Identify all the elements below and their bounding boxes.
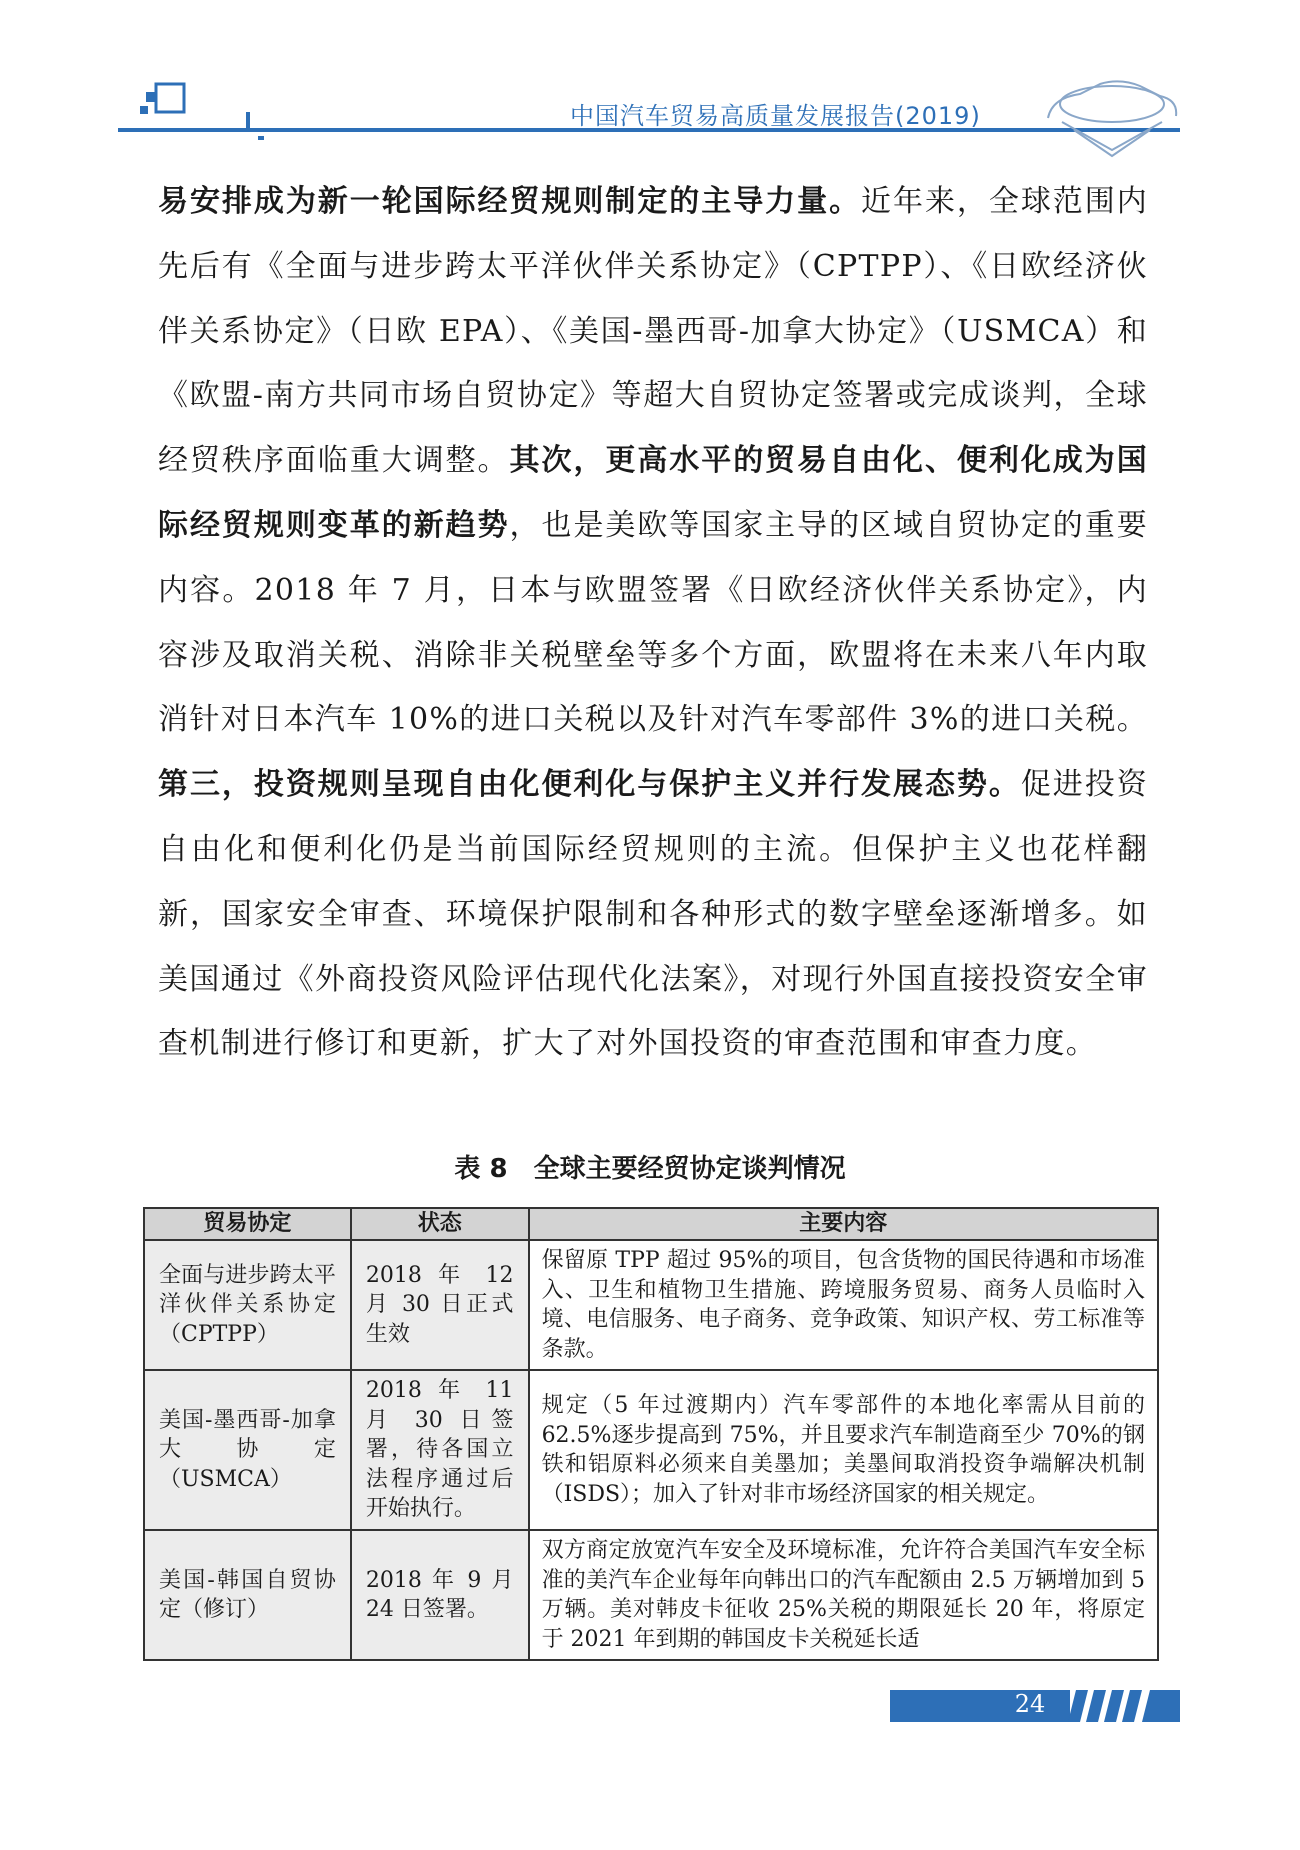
- bold-lead-1: 易安排成为新一轮国际经贸规则制定的主导力量。: [158, 184, 862, 219]
- report-logo-icon: [140, 84, 184, 114]
- table-caption: 表 8 全球主要经贸协定谈判情况: [454, 1154, 846, 1184]
- table-row: [144, 1370, 1158, 1530]
- report-title: 中国汽车贸易高质量发展报告(2019): [570, 102, 981, 130]
- paragraph-text-2: ，也是美欧等国家主导的区域自贸协定的重要内容。2018 年 7 月，日本与欧盟签署《日欧经济伙伴关系协定》，内容涉及取消关税、消除非关税壁垒等多个方面，欧盟将在未来八年内取消针对日本汽车 10%的进口关税以及针对汽车零部件 3%的进口关税。: [158, 507, 1148, 738]
- status-cell: 2018 年 11 月 30 日签署，待各国立法程序通过后开始执行。: [351, 1370, 529, 1530]
- content-cell: 规定（5 年过渡期内）汽车零部件的本地化率需从目前的 62.5%逐步提高到 75%，并且要求汽车制造商至少 70%的钢铁和铝原料必须来自美墨加；美墨间取消投资争端解决机制（ISDS）；加入了针对非市场经济国家的相关规定。: [529, 1370, 1158, 1530]
- page-header: [0, 0, 1300, 160]
- header-agreement: 贸易协定: [144, 1208, 351, 1240]
- bold-lead-2: 其次，更高水平的贸易自由化、便利化成为国际经贸规则变革的新趋势: [158, 443, 1148, 543]
- header-graphics: [0, 0, 1300, 160]
- car-outline-icon: [1048, 81, 1176, 156]
- header-content: 主要内容: [529, 1208, 1158, 1240]
- content-cell: 保留原 TPP 超过 95%的项目，包含货物的国民待遇和市场准入、卫生和植物卫生措施、跨境服务贸易、商务人员临时入境、电信服务、电子商务、竞争政策、知识产权、劳工标准等条款。: [529, 1240, 1158, 1370]
- content-cell: 双方商定放宽汽车安全及环境标准，允许符合美国汽车安全标准的美汽车企业每年向韩出口的汽车配额由 2.5 万辆增加到 5 万辆。美对韩皮卡征收 25%关税的期限延长 20 年，将原定于 2021 年到期的韩国皮卡关税延长适: [529, 1530, 1158, 1660]
- agreement-cell: 美国-韩国自贸协定（修订）: [144, 1530, 351, 1660]
- table-row: [144, 1530, 1158, 1660]
- bold-lead-3: 第三，投资规则呈现自由化便利化与保护主义并行发展态势。: [158, 767, 1021, 803]
- status-cell: 2018 年 9 月 24 日签署。: [351, 1530, 529, 1660]
- status-cell: 2018 年 12 月 30 日正式生效: [351, 1240, 529, 1370]
- header-status: 状态: [351, 1208, 529, 1240]
- table-row: [144, 1240, 1158, 1370]
- agreements-table: [143, 1207, 1159, 1661]
- paragraph-text-3: 促进投资自由化和便利化仍是当前国际经贸规则的主流。但保护主义也花样翻新，国家安全审查、环境保护限制和各种形式的数字壁垒逐渐增多。如美国通过《外商投资风险评估现代化法案》，对现行外国直接投资安全审查机制进行修订和更新，扩大了对外国投资的审查范围和审查力度。: [158, 767, 1148, 1062]
- body-paragraph: [158, 170, 1148, 1077]
- page-footer: [0, 1680, 1300, 1740]
- paragraph-text-1: 近年来，全球范围内先后有《全面与进步跨太平洋伙伴关系协定》（CPTPP）、《日欧经济伙伴关系协定》（日欧 EPA）、《美国-墨西哥-加拿大协定》（USMCA）和《欧盟-南方共同市场自贸协定》等超大自贸协定签署或完成谈判，全球经贸秩序面临重大调整。: [158, 184, 1148, 479]
- agreement-cell: 全面与进步跨太平洋伙伴关系协定（CPTPP）: [144, 1240, 351, 1370]
- agreement-cell: 美国-墨西哥-加拿大协定（USMCA）: [144, 1370, 351, 1530]
- footer-stripes-icon: [1068, 1690, 1180, 1722]
- page-number: 24: [1014, 1690, 1046, 1718]
- table-header-row: [144, 1208, 1158, 1240]
- footer-bar: [0, 1680, 1300, 1740]
